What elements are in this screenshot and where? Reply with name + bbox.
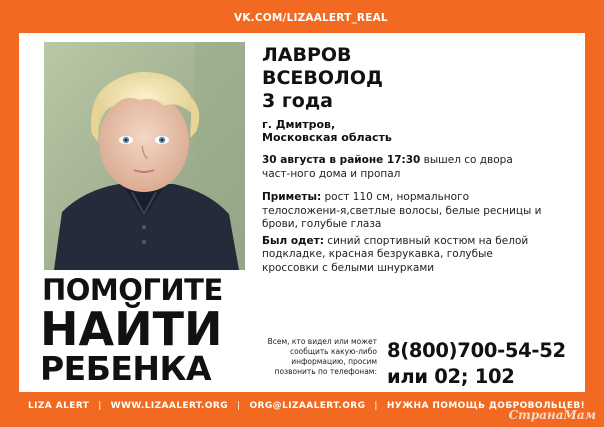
- contact-note: Всем, кто видел или может сообщить какую-либо информацию, просим позвонить по телефонам:: [267, 337, 377, 376]
- footer-email-link[interactable]: ORG@LIZAALERT.ORG: [249, 401, 366, 411]
- footer-brand: LIZA ALERT: [28, 401, 90, 411]
- help-heading-line1: ПОМОГИТЕ: [42, 273, 223, 307]
- child-photo: [44, 42, 245, 270]
- help-heading-line3: РЕБЕНКА: [40, 349, 212, 388]
- footer-separator: |: [374, 401, 378, 411]
- circumstances-text: вышел со двора част-ного дома и пропал: [262, 154, 513, 180]
- header-url[interactable]: VK.COM/LIZAALERT_REAL: [234, 12, 388, 24]
- contact-phones: [387, 338, 566, 390]
- person-surname: ЛАВРОВ: [262, 44, 352, 66]
- signs-paragraph: [262, 191, 542, 232]
- person-first-name: ВСЕВОЛОД: [262, 67, 383, 89]
- child-photo-illustration: [44, 42, 245, 270]
- person-age: 3 года: [262, 90, 333, 112]
- signs-label: Приметы:: [262, 191, 322, 203]
- footer-volunteers-text: НУЖНА ПОМОЩЬ ДОБРОВОЛЬЦЕВ!: [386, 401, 586, 411]
- person-info: [262, 44, 574, 275]
- footer-separator: |: [98, 401, 102, 411]
- circumstances-paragraph: [262, 154, 542, 181]
- phone-emergency[interactable]: или 02; 102: [387, 365, 515, 388]
- phone-hotline[interactable]: 8(800)700-54-52: [387, 339, 566, 362]
- footer-website-link[interactable]: WWW.LIZAALERT.ORG: [110, 401, 229, 411]
- help-find-child-heading: [40, 273, 250, 388]
- watermark-logo: СтранаМам: [508, 408, 596, 422]
- signs-text: рост 110 см, нормального телосложени-я,светлые волосы, белые ресницы и брови, голубые глаза: [262, 191, 542, 230]
- person-region: Московская область: [262, 131, 392, 144]
- clothes-paragraph: [262, 235, 542, 276]
- clothes-label: Был одет:: [262, 234, 324, 247]
- footer-separator: |: [237, 401, 241, 411]
- help-heading-line2: НАЙТИ: [40, 302, 223, 356]
- circumstances-date-time: 30 августа в районе 17:30: [262, 154, 421, 166]
- person-city: г. Дмитров,: [262, 118, 336, 131]
- clothes-text: синий спортивный костюм на белой подкладке, красная безрукавка, голубые кроссовки с белыми шнурками: [262, 234, 529, 274]
